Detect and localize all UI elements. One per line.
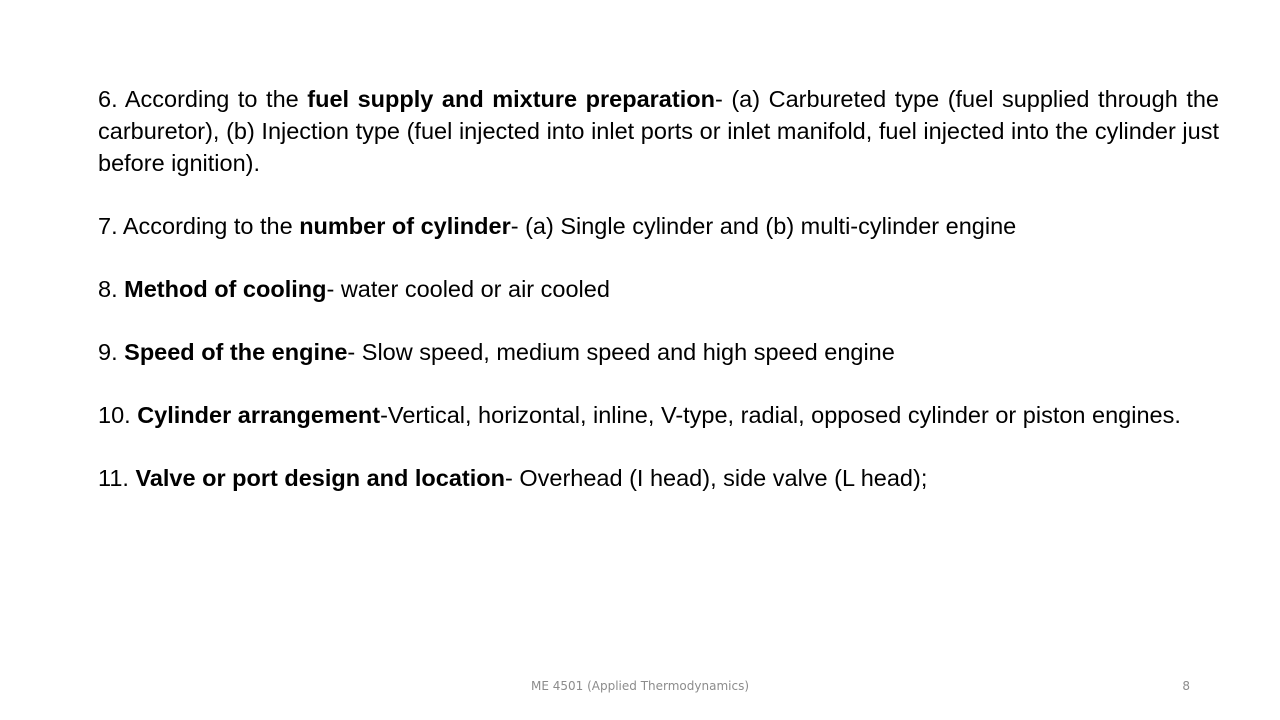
item-text: -Vertical, horizontal, inline, V-type, radial, opposed cylinder or piston engines. <box>380 402 1181 428</box>
slide-number: 8 <box>1182 679 1190 693</box>
slide-body <box>98 83 1219 525</box>
item-text: - Overhead (I head), side valve (L head); <box>505 465 928 491</box>
item-prefix: 11. <box>98 465 136 491</box>
item-text: - Slow speed, medium speed and high speed engine <box>347 339 895 365</box>
item-text: - (a) Carbureted type (fuel supplied through the carburetor), (b) Injection type (fuel injected into inlet ports or inlet manifold, fuel injected into the cylinder just before ignition). <box>98 86 1219 176</box>
item-prefix: 9. <box>98 339 125 365</box>
item-prefix: 10. <box>98 402 138 428</box>
list-item <box>98 336 1219 368</box>
item-heading: number of cylinder <box>299 213 511 239</box>
list-item <box>98 273 1219 305</box>
item-heading: Valve or port design and location <box>135 465 505 491</box>
item-text: - water cooled or air cooled <box>326 276 610 302</box>
item-heading: Speed of the engine <box>124 339 348 365</box>
item-text: - (a) Single cylinder and (b) multi-cylinder engine <box>510 213 1017 239</box>
item-heading: Method of cooling <box>124 276 327 302</box>
item-prefix: 6. According to the <box>98 86 308 112</box>
list-item <box>98 399 1219 431</box>
list-item <box>98 462 1219 494</box>
item-heading: Cylinder arrangement <box>137 402 381 428</box>
list-item <box>98 83 1219 179</box>
slide-footer: ME 4501 (Applied Thermodynamics) <box>530 679 749 693</box>
list-item <box>98 210 1219 242</box>
item-prefix: 7. According to the <box>98 213 300 239</box>
item-prefix: 8. <box>98 276 125 302</box>
item-heading: fuel supply and mixture preparation <box>307 86 715 112</box>
